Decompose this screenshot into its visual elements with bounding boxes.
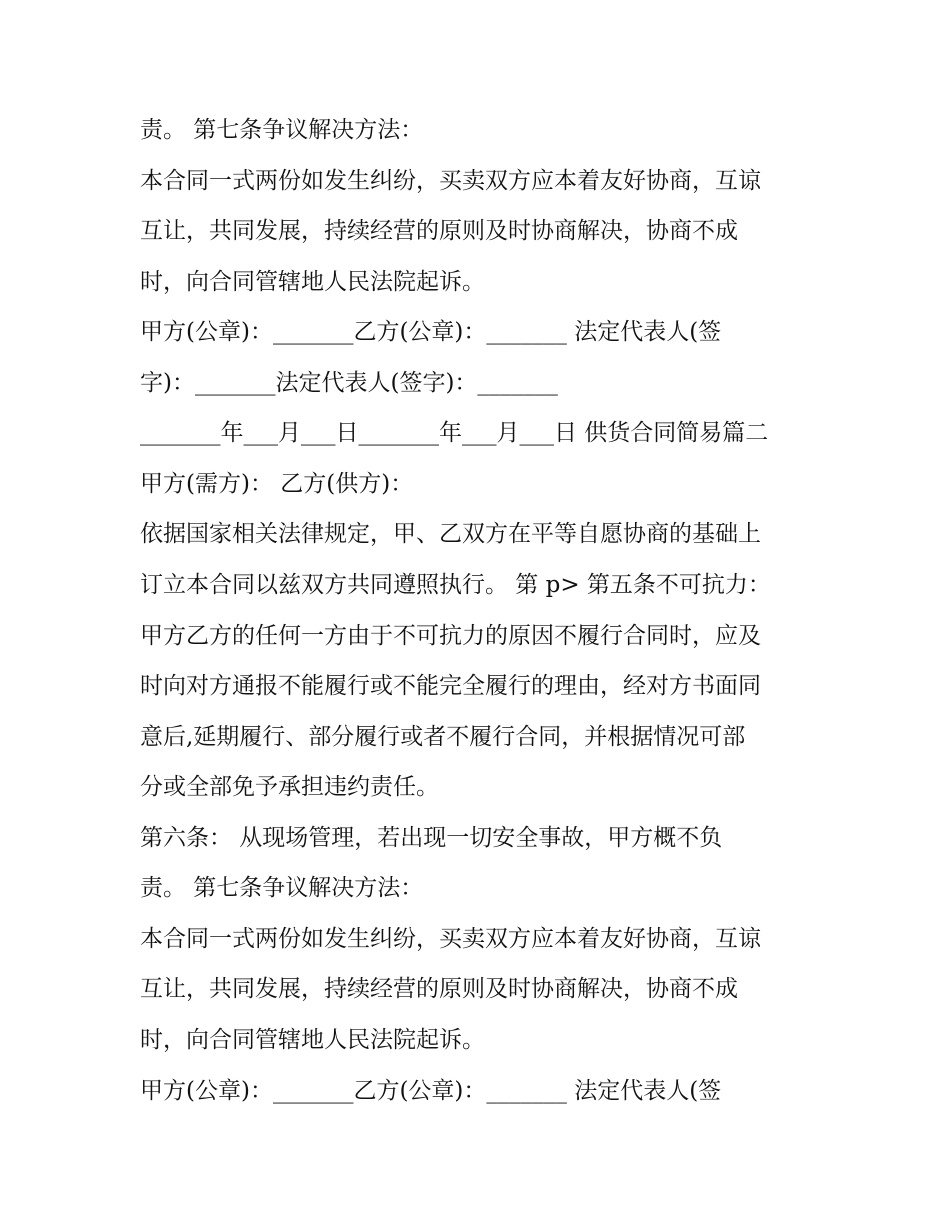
- text-line: 时，向合同管辖地人民法院起诉。: [140, 1027, 485, 1053]
- text-line: 责。 第七条争议解决方法：: [140, 875, 424, 901]
- text-line: 分或全部免予承担违约责任。: [140, 774, 439, 800]
- text-line: 时，向合同管辖地人民法院起诉。: [140, 269, 485, 295]
- text-line: _______年___月___日_______年___月___日 供货合同简易篇二: [140, 420, 769, 446]
- text-line: 甲方乙方的任何一方由于不可抗力的原因不履行合同时，应及: [140, 623, 761, 649]
- text-line: 意后,延期履行、部分履行或者不履行合同，并根据情况可部: [140, 724, 746, 750]
- text-line: 依据国家相关法律规定，甲、乙双方在平等自愿协商的基础上: [140, 521, 761, 547]
- text-line: 本合同一式两份如发生纠纷，买卖双方应本着友好协商，互谅: [140, 168, 761, 194]
- text-line: 时向对方通报不能履行或不能完全履行的理由，经对方书面同: [140, 673, 761, 699]
- text-line: 字)：_______法定代表人(签字)：_______: [140, 370, 558, 396]
- text-line: 互让，共同发展，持续经营的原则及时协商解决，协商不成: [140, 218, 738, 244]
- text-line: 本合同一式两份如发生纠纷，买卖双方应本着友好协商，互谅: [140, 926, 761, 952]
- text-line: 甲方(公章)：_______乙方(公章)：_______ 法定代表人(签: [140, 1078, 722, 1104]
- text-line: 订立本合同以兹双方共同遵照执行。 第 p> 第五条不可抗力：: [140, 572, 771, 598]
- text-line: 甲方(公章)：_______乙方(公章)：_______ 法定代表人(签: [140, 319, 722, 345]
- text-line: 第六条： 从现场管理，若出现一切安全事故，甲方概不负: [140, 825, 723, 851]
- text-line: 责。 第七条争议解决方法：: [140, 117, 424, 143]
- text-line: 互让，共同发展，持续经营的原则及时协商解决，协商不成: [140, 976, 738, 1002]
- text-line: 甲方(需方)： 乙方(供方)：: [140, 471, 414, 497]
